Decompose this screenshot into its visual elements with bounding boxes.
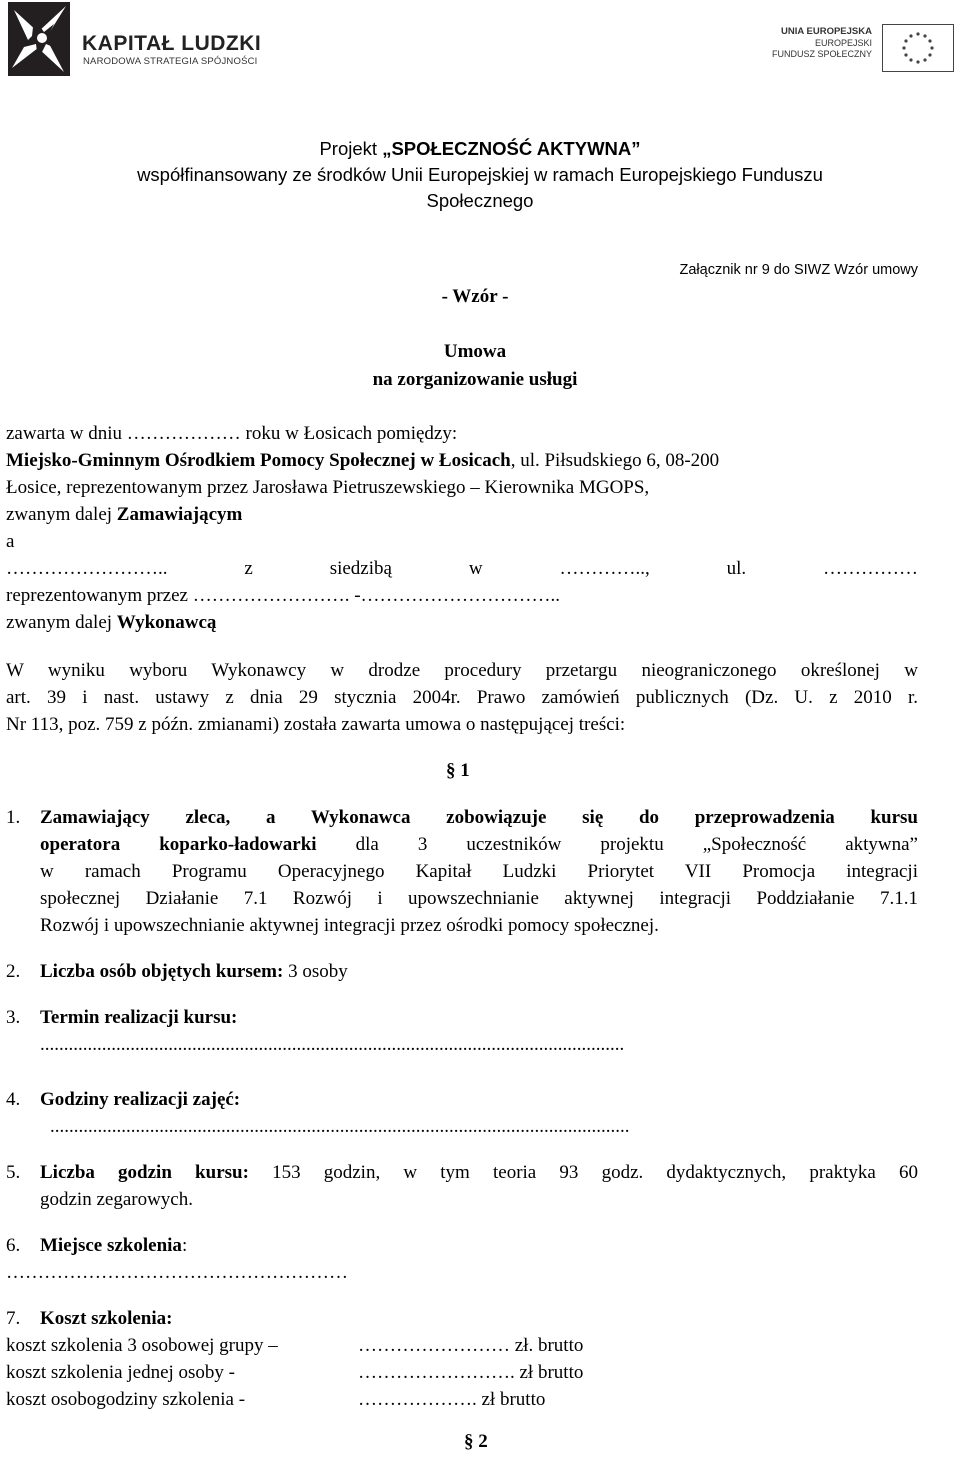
item-3: Termin realizacji kursu: ...........................................................................................................................: [40, 1004, 902, 1058]
parties-mgops-name: Miejsko-Gminnym Ośrodkiem Pomocy Społecznej w Łosicach: [6, 450, 511, 471]
parties-line8: zwanym dalej Wykonawcą: [6, 612, 217, 633]
eu-logo-text: [772, 26, 872, 61]
item-3-dots: ...........................................................................................................................: [40, 1034, 625, 1055]
item-4: Godziny realizacji zajęć: ..........................................................................................................................: [40, 1086, 902, 1140]
wykonawca-label: Wykonawcą: [116, 612, 217, 633]
project-line1: [0, 136, 960, 162]
item-2-number: 2.: [6, 961, 21, 982]
item-6: Miejsce szkolenia:: [40, 1235, 188, 1256]
parties-block: [6, 420, 918, 636]
project-line3: Społecznego: [426, 190, 534, 211]
cost-row: [6, 1359, 906, 1386]
kapital-ludzki-logo: [8, 2, 268, 84]
eu-logo-line2: EUROPEJSKI: [814, 37, 872, 48]
template-marker: - Wzór -: [441, 286, 509, 307]
section-2-heading: § 2: [464, 1431, 488, 1452]
parties-line7: reprezentowanym przez ……………………. -…………………………..: [6, 585, 561, 606]
cost-list: [6, 1332, 906, 1413]
zamawiajacy-label: Zamawiającym: [116, 504, 243, 525]
parties-line4: zwanym dalej Zamawiającym: [6, 504, 243, 525]
eu-logo: [771, 24, 954, 72]
item-3-number: 3.: [6, 1007, 21, 1028]
attachment-note: Załącznik nr 9 do SIWZ Wzór umowy: [679, 262, 918, 278]
intro-paragraph: [6, 657, 918, 738]
cost-row: [6, 1386, 906, 1413]
item-1-line3: w ramach Programu Operacyjnego Kapitał Ludzki Priorytet VII Promocja integracji: [40, 861, 918, 882]
item-5: [40, 1159, 918, 1213]
item-1: [40, 804, 918, 939]
intro-line2: art. 39 i nast. ustawy z dnia 29 stycznia 2004r. Prawo zamówień publicznych (Dz. U. z 2010 r.: [6, 687, 918, 708]
project-name: „SPOŁECZNOŚĆ AKTYWNA”: [382, 138, 641, 159]
item-6-number: 6.: [6, 1235, 21, 1256]
kapital-ludzki-star-icon: [8, 2, 70, 76]
project-heading: [0, 136, 960, 214]
intro-line1: W wyniku wyboru Wykonawcy w drodze procedury przetargu nieograniczonego określonej w: [6, 660, 918, 681]
kapital-ludzki-subtitle: NARODOWA STRATEGIA SPÓJNOŚCI: [83, 56, 258, 67]
project-prefix: Projekt: [319, 138, 383, 159]
item-5-number: 5.: [6, 1162, 21, 1183]
item-1-line5: Rozwój i upowszechnianie aktywnej integracji przez ośrodki pomocy społecznej.: [40, 915, 659, 936]
parties-line3: Łosice, reprezentowanym przez Jarosława Pietruszewskiego – Kierownika MGOPS,: [6, 477, 650, 498]
cost-value: …………………… zł. brutto: [358, 1335, 584, 1356]
item-2: Liczba osób objętych kursem: 3 osoby: [40, 961, 348, 982]
kapital-ludzki-title: KAPITAŁ LUDZKI: [82, 32, 262, 55]
parties-line2: Miejsko-Gminnym Ośrodkiem Pomocy Społecznej w Łosicach, ul. Piłsudskiego 6, 08-200: [6, 450, 720, 471]
section-1-heading: § 1: [446, 760, 470, 781]
item-6-dots: ………………………………………………: [6, 1262, 348, 1283]
contract-title-line1: Umowa: [443, 341, 507, 362]
item-7: Koszt szkolenia:: [40, 1308, 173, 1329]
cost-label: koszt osobogodziny szkolenia -: [6, 1389, 246, 1410]
cost-label: koszt szkolenia jednej osoby -: [6, 1362, 236, 1383]
intro-line3: Nr 113, poz. 759 z późn. zmianami) została zawarta umowa o następującej treści:: [6, 714, 626, 735]
item-7-number: 7.: [6, 1308, 21, 1329]
item-1-line2: operatora koparko-ładowarki dla 3 uczestników projektu „Społeczność aktywna”: [40, 834, 918, 855]
item-1-number: 1.: [6, 807, 21, 828]
item-5-line1: Liczba godzin kursu: 153 godzin, w tym teoria 93 godz. dydaktycznych, praktyka 60: [40, 1162, 918, 1183]
project-line2: współfinansowany ze środków Unii Europejskiej w ramach Europejskiego Funduszu: [137, 164, 823, 185]
item-5-line2: godzin zegarowych.: [40, 1189, 193, 1210]
eu-flag-icon: [882, 24, 954, 72]
contract-title: [0, 338, 950, 394]
cost-value: ……………………. zł brutto: [358, 1362, 584, 1383]
contract-title-line2: na zorganizowanie usługi: [372, 369, 578, 390]
cost-label: koszt szkolenia 3 osobowej grupy –: [6, 1335, 278, 1356]
cost-row: [6, 1332, 906, 1359]
parties-line6: …………………….. z siedzibą w ………….., ul. ……………: [6, 558, 918, 579]
parties-line1: zawarta w dniu ……………… roku w Łosicach pomiędzy:: [6, 423, 458, 444]
eu-logo-line3: FUNDUSZ SPOŁECZNY: [771, 49, 872, 59]
item-1-line1: Zamawiający zleca, a Wykonawca zobowiązuje się do przeprowadzenia kursu: [40, 807, 918, 828]
item-4-number: 4.: [6, 1089, 21, 1110]
eu-logo-line1: UNIA EUROPEJSKA: [781, 26, 872, 37]
cost-value: ………………. zł brutto: [358, 1389, 546, 1410]
parties-line5: a: [6, 531, 15, 552]
item-1-line4: społecznej Działanie 7.1 Rozwój i upowszechnianie aktywnej integracji Poddziałanie 7.1.1: [40, 888, 918, 909]
item-4-dots: ..........................................................................................................................: [50, 1116, 630, 1137]
